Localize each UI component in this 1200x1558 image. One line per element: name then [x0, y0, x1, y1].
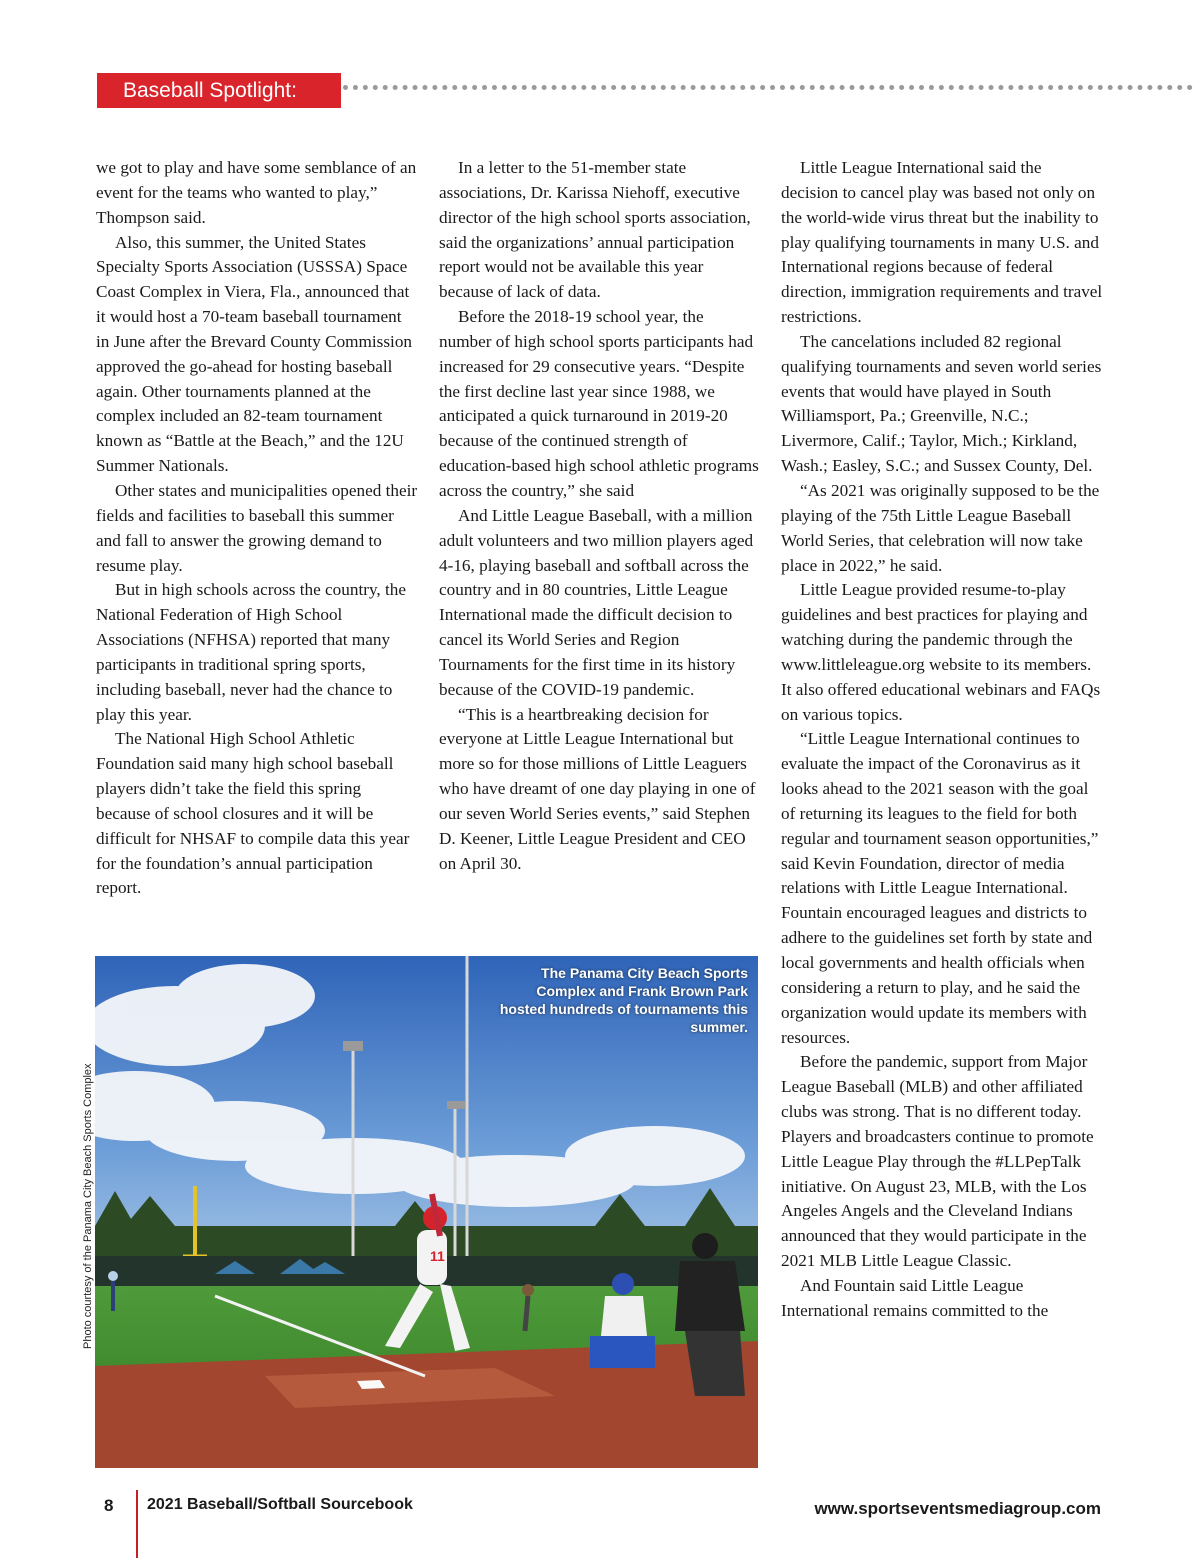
article-column-2 — [439, 156, 759, 876]
page-number: 8 — [104, 1496, 114, 1515]
paragraph: The National High School Athletic Foundation said many high school baseball players didn’t take the field this spring because of school closures and it will be difficult for NHSAF to compile data this year for the foundation’s annual participation report. — [96, 729, 410, 898]
jersey-number: 11 — [430, 1248, 445, 1264]
paragraph: The cancelations included 82 regional qualifying tournaments and seven world series events that would have played in South Williamsport, Pa.; Greenville, N.C.; Livermore, Calif.; Taylor, Mich.; Kirkland, Wash.; Easley, S.C.; and Sussex County, Del. — [781, 331, 1102, 476]
paragraph: “This is a heartbreaking decision for everyone at Little League International but more so for those millions of Little Leaguers who have dreamt of one day playing in one of our seven World Series events,” said Stephen D. Keener, Little League President and CEO on April 30. — [439, 704, 756, 873]
website-url: www.sportseventsmediagroup.com — [814, 1499, 1101, 1518]
paragraph: Other states and municipalities opened their fields and facilities to baseball this summer and fall to answer the growing demand to resume play. — [96, 480, 418, 575]
photo-credit: Photo courtesy of the Panama City Beach Sports Complex — [82, 1063, 94, 1349]
paragraph: And Fountain said Little League International remains committed to the — [781, 1275, 1049, 1320]
paragraph: Also, this summer, the United States Specialty Sports Association (USSSA) Space Coast Complex in Viera, Fla., announced that it would host a 70-team baseball tournament in June after the Brevard County Commission approved the go-ahead for hosting baseball again. Other tournaments planned at the complex included an 82-team tournament known as “Battle at the Beach,” and the 12U Summer Nationals. — [96, 232, 413, 476]
article-column-1 — [96, 156, 418, 901]
header-dotted-rule — [343, 85, 1193, 90]
paragraph: we got to play and have some semblance of an event for the teams who wanted to play,” Thompson said. — [96, 158, 417, 227]
paragraph: In a letter to the 51-member state associations, Dr. Karissa Niehoff, executive director of the high school sports association, said the organizations’ annual participation report would not be available this year because of lack of data. — [439, 158, 751, 302]
baseball-photo — [95, 956, 758, 1468]
footer-divider — [136, 1490, 138, 1558]
paragraph: Little League provided resume-to-play guidelines and best practices for playing and watching during the pandemic through the www.littleleague.org website to its members. It also offered educational webinars and FAQs on various topics. — [781, 580, 1101, 724]
paragraph: Before the pandemic, support from Major League Baseball (MLB) and other affiliated clubs was strong. That is no different today. Players and broadcasters continue to promote Little League Play through the #LLPepTalk initiative. On August 23, MLB, with the Los Angeles Angels and the Cleveland Indians announced that they would participate in the 2021 MLB Little League Classic. — [781, 1052, 1094, 1271]
paragraph: “As 2021 was originally supposed to be the playing of the 75th Little League Baseball World Series, that celebration will now take place in 2022,” he said. — [781, 480, 1100, 575]
article-column-3 — [781, 156, 1103, 1324]
photo-caption: The Panama City Beach Sports Complex and Frank Brown Park hosted hundreds of tournaments this summer. — [499, 965, 748, 1035]
paragraph: Little League International said the decision to cancel play was based not only on the world-wide virus threat but the inability to play qualifying tournaments in many U.S. and International regions because of federal direction, immigration requirements and travel restrictions. — [781, 158, 1103, 327]
paragraph: But in high schools across the country, the National Federation of High School Associations (NFHSA) reported that many participants in traditional spring sports, including baseball, never had the chance to play this year. — [96, 580, 407, 724]
publication-title: 2021 Baseball/Softball Sourcebook — [147, 1496, 413, 1513]
paragraph: Before the 2018-19 school year, the number of high school sports participants had increased for 29 consecutive years. “Despite the first decline last year since 1988, we anticipated a quick turnaround in 2019-20 because of the continued strength of education-based high school athletic programs across the country,” she said — [439, 307, 759, 500]
section-label: Baseball Spotlight: — [97, 73, 341, 108]
paragraph: And Little League Baseball, with a million adult volunteers and two million players aged 4-16, playing baseball and softball across the country and in 80 countries, Little League International made the difficult decision to cancel its World Series and Region Tournaments for the first time in its history because of the COVID-19 pandemic. — [439, 505, 754, 699]
paragraph: “Little League International continues to evaluate the impact of the Coronavirus as it looks ahead to the 2021 season with the goal of returning its leagues to the field for both regular and tournament season opportunities,” said Kevin Foundation, director of media relations with Little League International. Fountain encouraged leagues and districts to adhere to the guidelines set forth by state and local governments and health officials when considering a return to play, and he said the organization would update its members with resources. — [781, 729, 1099, 1047]
